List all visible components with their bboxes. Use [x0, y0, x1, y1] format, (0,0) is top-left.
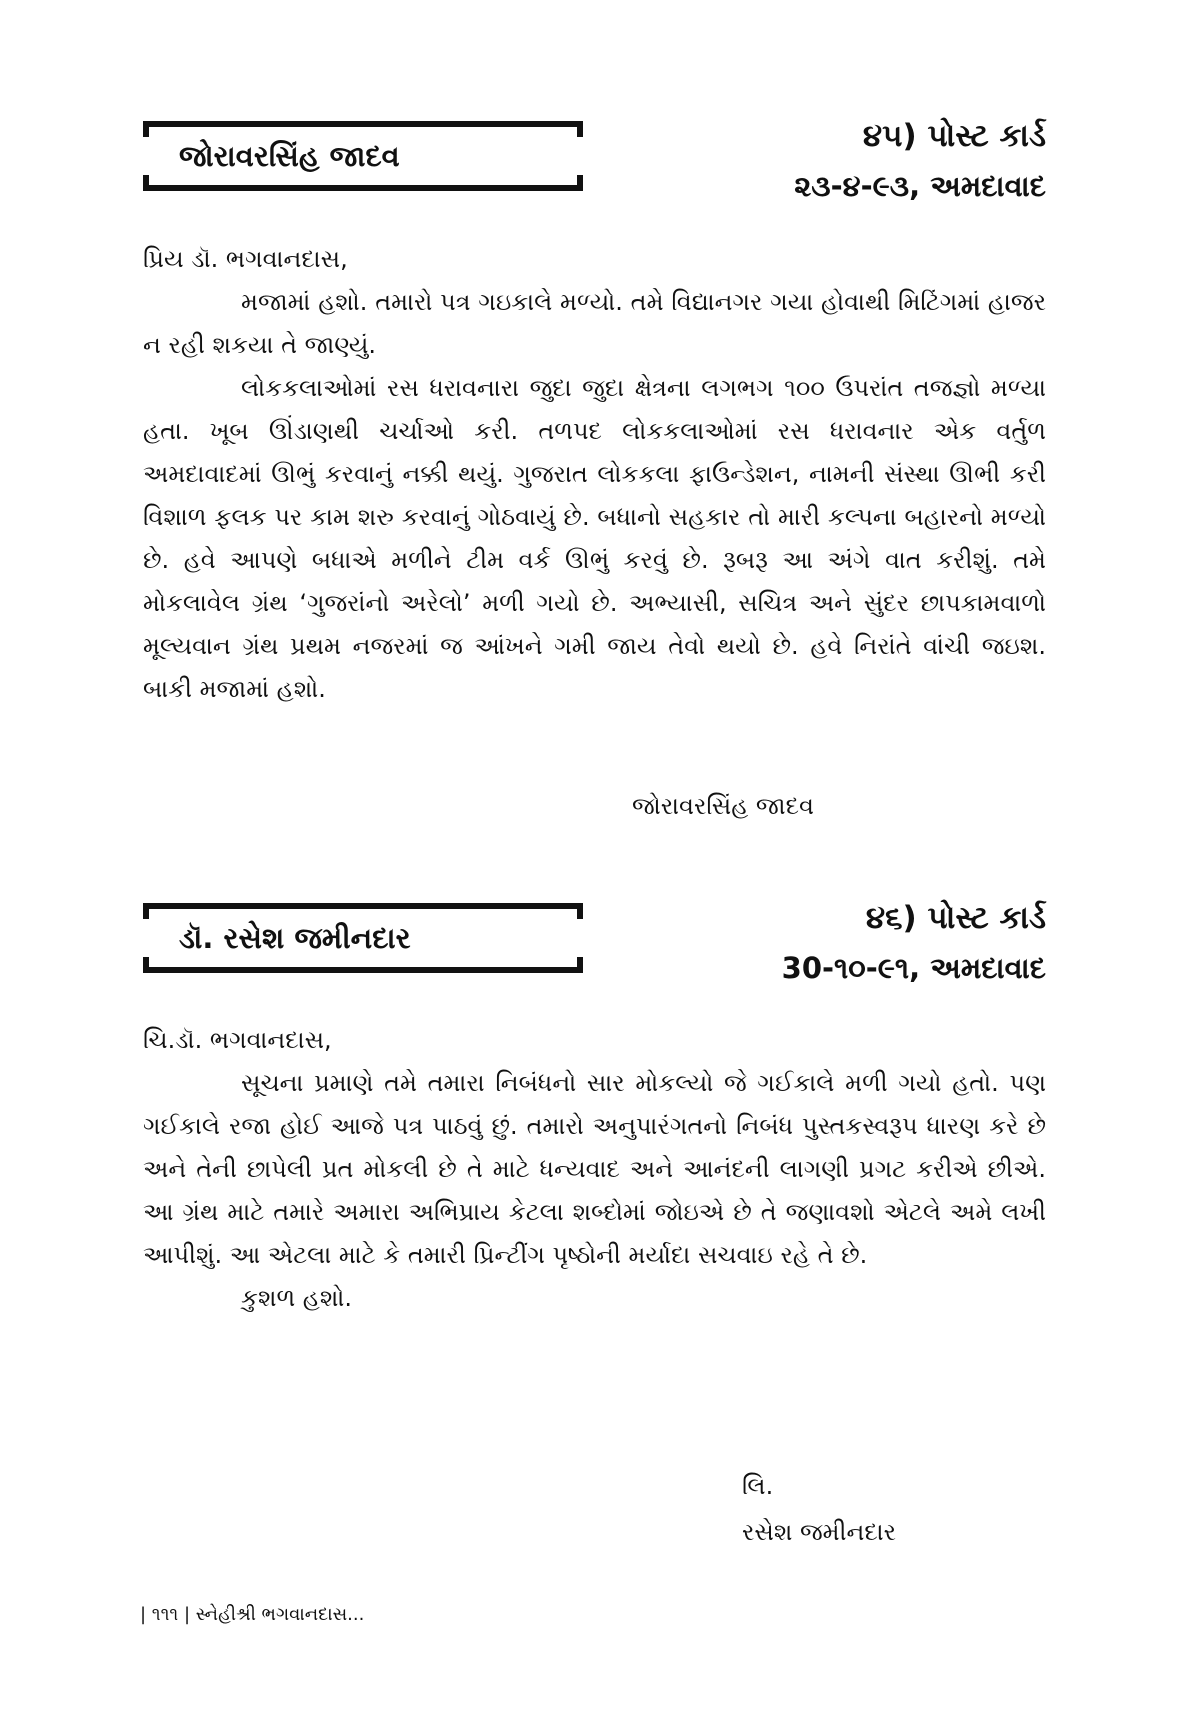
letter2-body — [143, 1019, 1046, 1320]
box-corner — [577, 175, 583, 191]
letter2-closing: કુશળ હશો. — [241, 1284, 352, 1312]
letter1-sender-name: જોરાવરસિંહ જાદવ — [179, 139, 400, 173]
letter2-date-place: 30-૧૦-૯૧, અમદાવાદ — [781, 951, 1046, 985]
letter2-salutation: ચિ.ડૉ. ભગવાનદાસ, — [143, 1026, 332, 1054]
letter1-paragraph-1: મજામાં હશો. તમારો પત્ર ગઇકાલે મળ્યો. તમે વિદ્યાનગર ગયા હોવાથી મિટિંગમાં હાજર ન રહી શકયા તે જાણ્યું. — [143, 288, 1046, 359]
box-bottom-border — [143, 967, 583, 973]
letter2-sign-prefix: લિ. — [742, 1472, 774, 1500]
letter2-name-box — [143, 903, 583, 973]
box-corner — [577, 121, 583, 137]
box-top-border — [143, 121, 583, 127]
box-corner — [143, 121, 149, 137]
box-corner — [143, 957, 149, 973]
letter1-name-box — [143, 121, 583, 191]
box-corner — [143, 175, 149, 191]
box-corner — [143, 903, 149, 919]
letter1-date-place: ૨૩-૪-૯૩, અમદાવાદ — [794, 169, 1046, 203]
box-corner — [577, 903, 583, 919]
page-footer: | ૧૧૧ | સ્નેહીશ્રી ભગવાનદાસ... — [140, 1604, 365, 1625]
box-top-border — [143, 903, 583, 909]
letter2-sender-name: ડૉ. રસેશ જમીનદાર — [179, 921, 411, 955]
box-corner — [577, 957, 583, 973]
letter1-body — [143, 238, 1046, 711]
letter1-number: ૪૫) પોસ્ટ કાર્ડ — [862, 118, 1046, 154]
letter1-signature: જોરાવરસિંહ જાદવ — [632, 792, 814, 820]
letter2-signature: રસેશ જમીનદાર — [742, 1518, 897, 1546]
box-bottom-border — [143, 185, 583, 191]
letter2-paragraph-1: સૂચના પ્રમાણે તમે તમારા નિબંધનો સાર મોકલ્યો જે ગઈકાલે મળી ગયો હતો. પણ ગઈકાલે રજા હોઈ આજે પત્ર પાઠવું છું. તમારો અનુપારંગતનો નિબંધ પુસ્તકસ્વરૂપ ધારણ કરે છે અને તેની છાપેલી પ્રત મોકલી છે તે માટે ધન્યવાદ અને આનંદની લાગણી પ્રગટ કરીએ છીએ. આ ગ્રંથ માટે તમારે અમારા અભિપ્રાય કેટલા શબ્દોમાં જોઇએ છે તે જણાવશો એટલે અમે લખી આપીશું. આ એટલા માટે કે તમારી પ્રિન્ટીંગ પૃષ્ઠોની મર્યાદા સચવાઇ રહે તે છે. — [143, 1069, 1046, 1269]
letter1-heading — [794, 118, 1046, 204]
letter2-number: ૪૬) પોસ્ટ કાર્ડ — [865, 900, 1046, 936]
letter2-heading — [782, 900, 1046, 986]
letter1-salutation: પ્રિય ડૉ. ભગવાનદાસ, — [143, 245, 348, 273]
letter1-paragraph-2: લોકકલાઓમાં રસ ધરાવનારા જુદા જુદા ક્ષેત્રના લગભગ ૧૦૦ ઉપરાંત તજજ્ઞો મળ્યા હતા. ખૂબ ઊંડાણથી ચર્ચાઓ કરી. તળપદ લોકકલાઓમાં રસ ધરાવનાર એક વર્તુળ અમદાવાદમાં ઊભું કરવાનું નક્કી થયું. ગુજરાત લોકકલા ફાઉન્ડેશન, નામની સંસ્થા ઊભી કરી વિશાળ ફલક પર કામ શરુ કરવાનું ગોઠવાયું છે. બધાનો સહકાર તો મારી કલ્પના બહારનો મળ્યો છે. હવે આપણે બધાએ મળીને ટીમ વર્ક ઊભું કરવું છે. રૂબરૂ આ અંગે વાત કરીશું. તમે મોકલાવેલ ગ્રંથ ‘ગુજરાંનો અરેલો’ મળી ગયો છે. અભ્યાસી, સચિત્ર અને સુંદર છાપકામવાળો મૂલ્યવાન ગ્રંથ પ્રથમ નજરમાં જ આંખને ગમી જાય તેવો થયો છે. હવે નિરાંતે વાંચી જઇશ. બાકી મજામાં હશો. — [143, 374, 1046, 703]
